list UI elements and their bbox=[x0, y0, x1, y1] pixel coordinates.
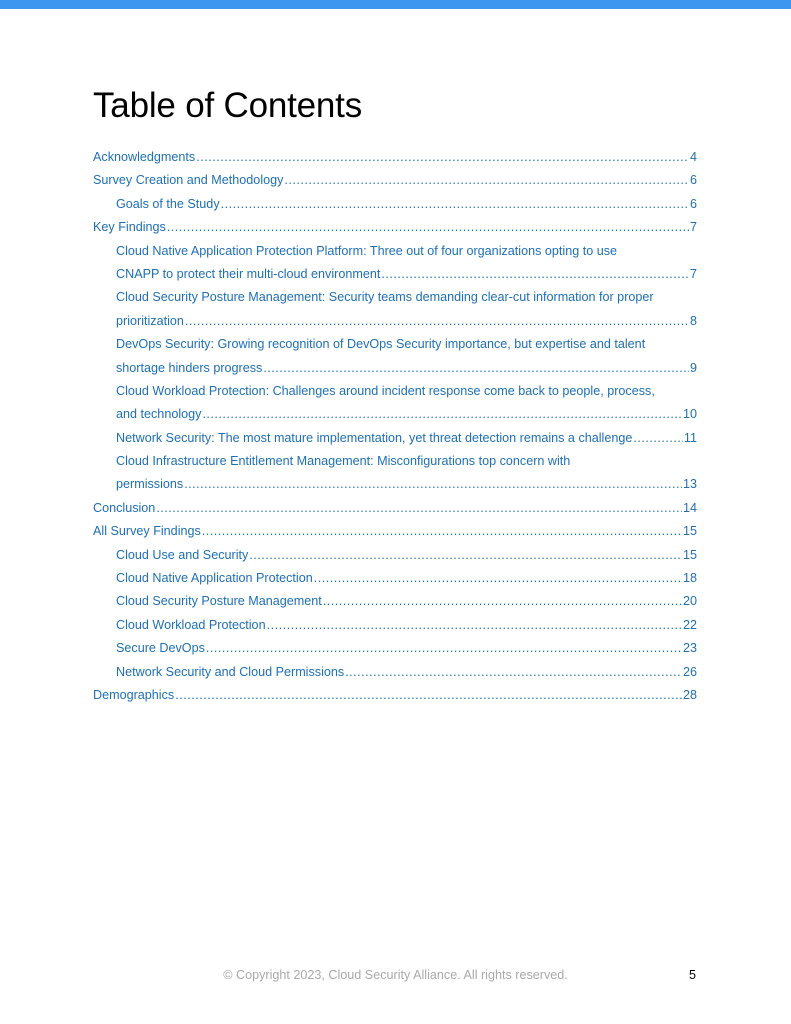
toc-entry-line[interactable] bbox=[93, 384, 697, 407]
toc-entry-title: All Survey Findings bbox=[93, 524, 201, 539]
toc-page-number: 6 bbox=[689, 196, 697, 211]
toc-page-number: 9 bbox=[689, 360, 697, 375]
toc-entry[interactable] bbox=[93, 150, 697, 173]
toc-entry-title: prioritization bbox=[116, 313, 184, 328]
toc-page-number: 28 bbox=[682, 687, 697, 702]
toc-entry[interactable] bbox=[93, 618, 697, 641]
toc-leader-dots bbox=[263, 361, 689, 375]
toc-entry[interactable] bbox=[93, 641, 697, 664]
copyright-notice: © Copyright 2023, Cloud Security Alliance. All rights reserved. bbox=[223, 968, 568, 982]
toc-entry-title: and technology bbox=[116, 407, 202, 422]
toc-leader-dots bbox=[314, 571, 682, 585]
toc-leader-dots bbox=[284, 173, 689, 187]
toc-page-number: 23 bbox=[682, 641, 697, 656]
top-accent-bar bbox=[0, 0, 791, 9]
toc-leader-dots bbox=[202, 524, 682, 538]
toc-leader-dots bbox=[167, 220, 689, 234]
toc-page-number: 13 bbox=[682, 477, 697, 492]
toc-entry[interactable] bbox=[93, 173, 697, 196]
toc-leader-dots bbox=[196, 150, 689, 164]
toc-page-number: 26 bbox=[682, 664, 697, 679]
toc-page-number: 10 bbox=[682, 407, 697, 422]
toc-entry[interactable] bbox=[93, 665, 697, 688]
toc-leader-dots bbox=[633, 431, 683, 445]
toc-page-number: 18 bbox=[682, 571, 697, 586]
toc-entry-title: DevOps Security: Growing recognition of DevOps Security importance, but expertise and talent bbox=[116, 337, 646, 352]
toc-entry-title: Cloud Native Application Protection Platform: Three out of four organizations opting to use bbox=[116, 243, 618, 258]
toc-page-number: 6 bbox=[689, 173, 697, 188]
toc-entry-title: permissions bbox=[116, 477, 184, 492]
table-of-contents bbox=[93, 150, 697, 711]
toc-leader-dots bbox=[175, 688, 682, 702]
toc-leader-dots bbox=[202, 407, 682, 421]
toc-entry[interactable] bbox=[93, 267, 697, 290]
toc-leader-dots bbox=[185, 314, 689, 328]
toc-entry[interactable] bbox=[93, 501, 697, 524]
toc-leader-dots bbox=[381, 267, 689, 281]
toc-entry[interactable] bbox=[93, 477, 697, 500]
toc-page-number: 20 bbox=[682, 594, 697, 609]
toc-leader-dots bbox=[156, 501, 682, 515]
toc-entry-title: Acknowledgments bbox=[93, 150, 196, 164]
toc-entry-title: Key Findings bbox=[93, 220, 166, 235]
toc-entry[interactable] bbox=[93, 220, 697, 243]
toc-leader-dots bbox=[267, 618, 682, 632]
toc-page-number: 22 bbox=[682, 617, 697, 632]
toc-page-number: 14 bbox=[682, 500, 697, 515]
toc-page-number: 8 bbox=[689, 313, 697, 328]
toc-entry-title: Secure DevOps bbox=[116, 641, 205, 656]
toc-entry-title: Cloud Infrastructure Entitlement Management: Misconfigurations top concern with bbox=[116, 454, 571, 469]
toc-entry-line[interactable] bbox=[93, 454, 697, 477]
toc-entry-title: Conclusion bbox=[93, 500, 156, 515]
toc-entry-line[interactable] bbox=[93, 244, 697, 267]
toc-entry[interactable] bbox=[93, 197, 697, 220]
toc-leader-dots bbox=[184, 477, 682, 491]
toc-entry-title: Network Security and Cloud Permissions bbox=[116, 664, 345, 679]
toc-entry-line[interactable] bbox=[93, 290, 697, 313]
toc-page-number: 7 bbox=[689, 266, 697, 281]
toc-entry-title: Cloud Security Posture Management bbox=[116, 594, 322, 609]
toc-entry-title: Demographics bbox=[93, 687, 175, 702]
toc-entry-title: Goals of the Study bbox=[116, 196, 220, 211]
toc-entry-title: CNAPP to protect their multi-cloud environment bbox=[116, 266, 381, 281]
toc-entry-title: Cloud Workload Protection: Challenges around incident response come back to people, process, bbox=[116, 383, 655, 398]
toc-entry-title: Cloud Security Posture Management: Security teams demanding clear-cut information for proper bbox=[116, 290, 654, 305]
toc-leader-dots bbox=[323, 594, 682, 608]
toc-entry[interactable] bbox=[93, 314, 697, 337]
toc-entry[interactable] bbox=[93, 571, 697, 594]
toc-entry[interactable] bbox=[93, 524, 697, 547]
toc-entry-title: Cloud Use and Security bbox=[116, 547, 249, 562]
toc-entry[interactable] bbox=[93, 407, 697, 430]
toc-entry-title: shortage hinders progress bbox=[116, 360, 263, 375]
toc-page-number: 7 bbox=[689, 220, 697, 235]
toc-entry-title: Network Security: The most mature implementation, yet threat detection remains a challenge bbox=[116, 430, 633, 445]
toc-entry-line[interactable] bbox=[93, 337, 697, 360]
toc-entry-title: Cloud Native Application Protection bbox=[116, 571, 313, 586]
toc-entry[interactable] bbox=[93, 688, 697, 711]
toc-entry[interactable] bbox=[93, 548, 697, 571]
toc-leader-dots bbox=[221, 197, 689, 211]
toc-entry-title: Survey Creation and Methodology bbox=[93, 173, 284, 188]
toc-entry[interactable] bbox=[93, 361, 697, 384]
toc-leader-dots bbox=[345, 665, 682, 679]
toc-page-number: 15 bbox=[682, 547, 697, 562]
toc-page-number: 4 bbox=[689, 150, 697, 164]
toc-leader-dots bbox=[249, 548, 682, 562]
toc-entry[interactable] bbox=[93, 431, 697, 454]
toc-entry[interactable] bbox=[93, 594, 697, 617]
page-number: 5 bbox=[689, 968, 697, 982]
toc-leader-dots bbox=[206, 641, 682, 655]
toc-entry-title: Cloud Workload Protection bbox=[116, 617, 266, 632]
toc-page-number: 15 bbox=[682, 524, 697, 539]
page-title: Table of Contents bbox=[93, 86, 362, 125]
toc-page-number: 11 bbox=[683, 430, 697, 445]
